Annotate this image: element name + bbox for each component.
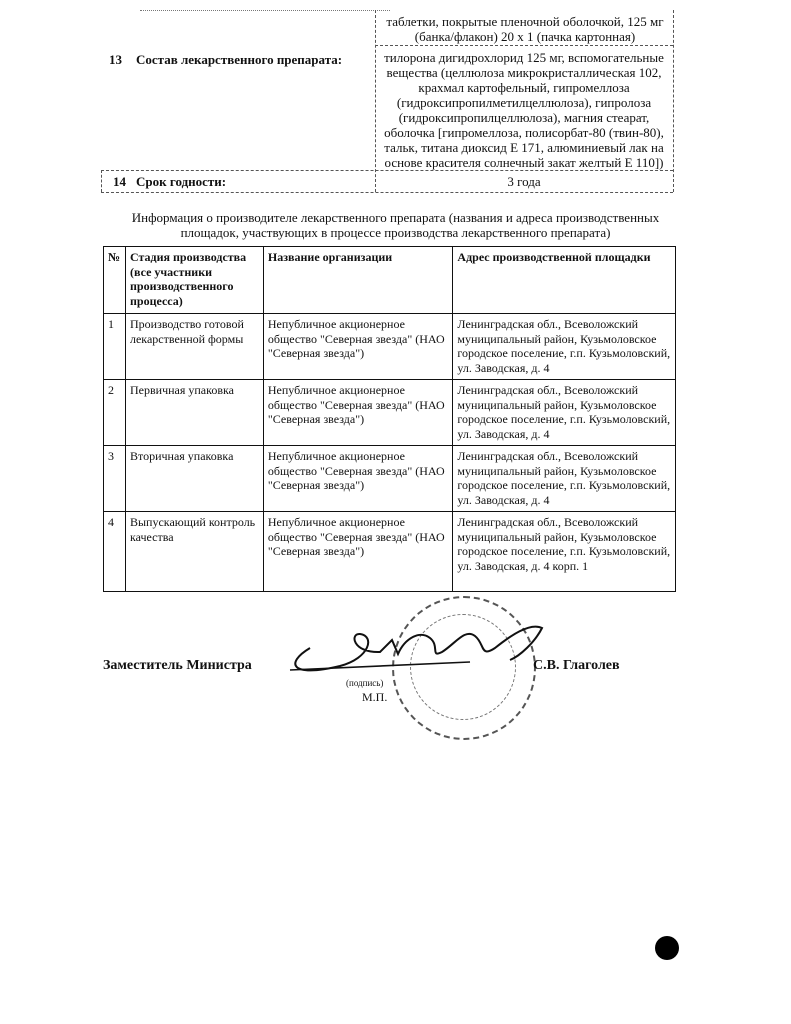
fragment-border-row2 <box>101 170 673 171</box>
dosage-form-text: таблетки, покрытые пленочной оболочкой, 125 мг (банка/флакон) 20 х 1 (пачка картонная) <box>386 14 664 44</box>
row-organization: Непубличное акционерное общество "Северная звезда" (НАО "Северная звезда") <box>263 446 453 512</box>
top-edge-line <box>140 10 390 11</box>
row-address: Ленинградская обл., Всеволожский муниципальный район, Кузьмоловское городское поселение, г.п. Кузьмоловский, ул. Заводская, д. 4 <box>453 314 676 380</box>
row-address: Ленинградская обл., Всеволожский муниципальный район, Кузьмоловское городское поселение, г.п. Кузьмоловский, ул. Заводская, д. 4 <box>453 446 676 512</box>
shelf-life-text: 3 года <box>507 174 541 189</box>
row-14-number: 14 <box>113 174 126 189</box>
fragment-border-right <box>673 10 674 192</box>
row-organization: Непубличное акционерное общество "Северная звезда" (НАО "Северная звезда") <box>263 314 453 380</box>
header-stage: Стадия производства (все участники производственного процесса) <box>125 247 263 314</box>
signatory-position: Заместитель Министра <box>103 658 252 673</box>
row-14-label: Срок годности: <box>136 174 227 189</box>
signatory-name: С.В. Глаголев <box>533 658 620 673</box>
row-organization: Непубличное акционерное общество "Северная звезда" (НАО "Северная звезда") <box>263 512 453 592</box>
row-13-number: 13 <box>109 52 122 67</box>
fragment-border-bottom <box>101 192 673 193</box>
row-number: 1 <box>104 314 126 380</box>
row-13-label: Состав лекарственного препарата: <box>136 52 343 67</box>
row-organization: Непубличное акционерное общество "Северная звезда" (НАО "Северная звезда") <box>263 380 453 446</box>
row-address: Ленинградская обл., Всеволожский муниципальный район, Кузьмоловское городское поселение, г.п. Кузьмоловский, ул. Заводская, д. 4 <box>453 380 676 446</box>
row-stage: Вторичная упаковка <box>125 446 263 512</box>
fragment-border-row1 <box>375 45 673 46</box>
row-stage: Первичная упаковка <box>125 380 263 446</box>
row-stage: Производство готовой лекарственной формы <box>125 314 263 380</box>
header-organization: Название организации <box>263 247 453 314</box>
header-address: Адрес производственной площадки <box>453 247 676 314</box>
row-number: 3 <box>104 446 126 512</box>
table-row <box>104 446 676 512</box>
header-number: № <box>104 247 126 314</box>
seal-caption: М.П. <box>362 690 388 704</box>
handwritten-signature <box>280 608 550 678</box>
table-header-row <box>104 247 676 314</box>
signature-caption: (подпись) <box>346 678 384 688</box>
manufacturer-heading: Информация о производителе лекарственного препарата (названия и адреса производственных площадок, участвующих в процессе производства лекарственного препарата) <box>131 210 660 240</box>
table-row <box>104 512 676 592</box>
row-address: Ленинградская обл., Всеволожский муниципальный район, Кузьмоловское городское поселение, г.п. Кузьмоловский, ул. Заводская, д. 4 корп. 1 <box>453 512 676 592</box>
manufacturer-table <box>103 246 676 592</box>
row-number: 2 <box>104 380 126 446</box>
composition-text: тилорона дигидрохлорид 125 мг, вспомогательные вещества (целлюлоза микрокристаллическая 102, крахмал картофельный, гипромеллоза (гидроксипропилметилцеллюлоза), гипролоза (гидроксипропилцеллюлоза), магния стеарат, оболочка [гипромеллоза, полисорбат-80 (твин-80), тальк, титана диоксид Е 171, алюминиевый лак на основе красителя солнечный закат желтый Е 110]) <box>384 50 664 170</box>
table-row <box>104 380 676 446</box>
row-number: 4 <box>104 512 126 592</box>
fragment-border-left <box>101 170 102 192</box>
fragment-border-mid <box>375 10 376 192</box>
punch-hole-mark <box>655 936 679 960</box>
table-row <box>104 314 676 380</box>
row-stage: Выпускающий контроль качества <box>125 512 263 592</box>
